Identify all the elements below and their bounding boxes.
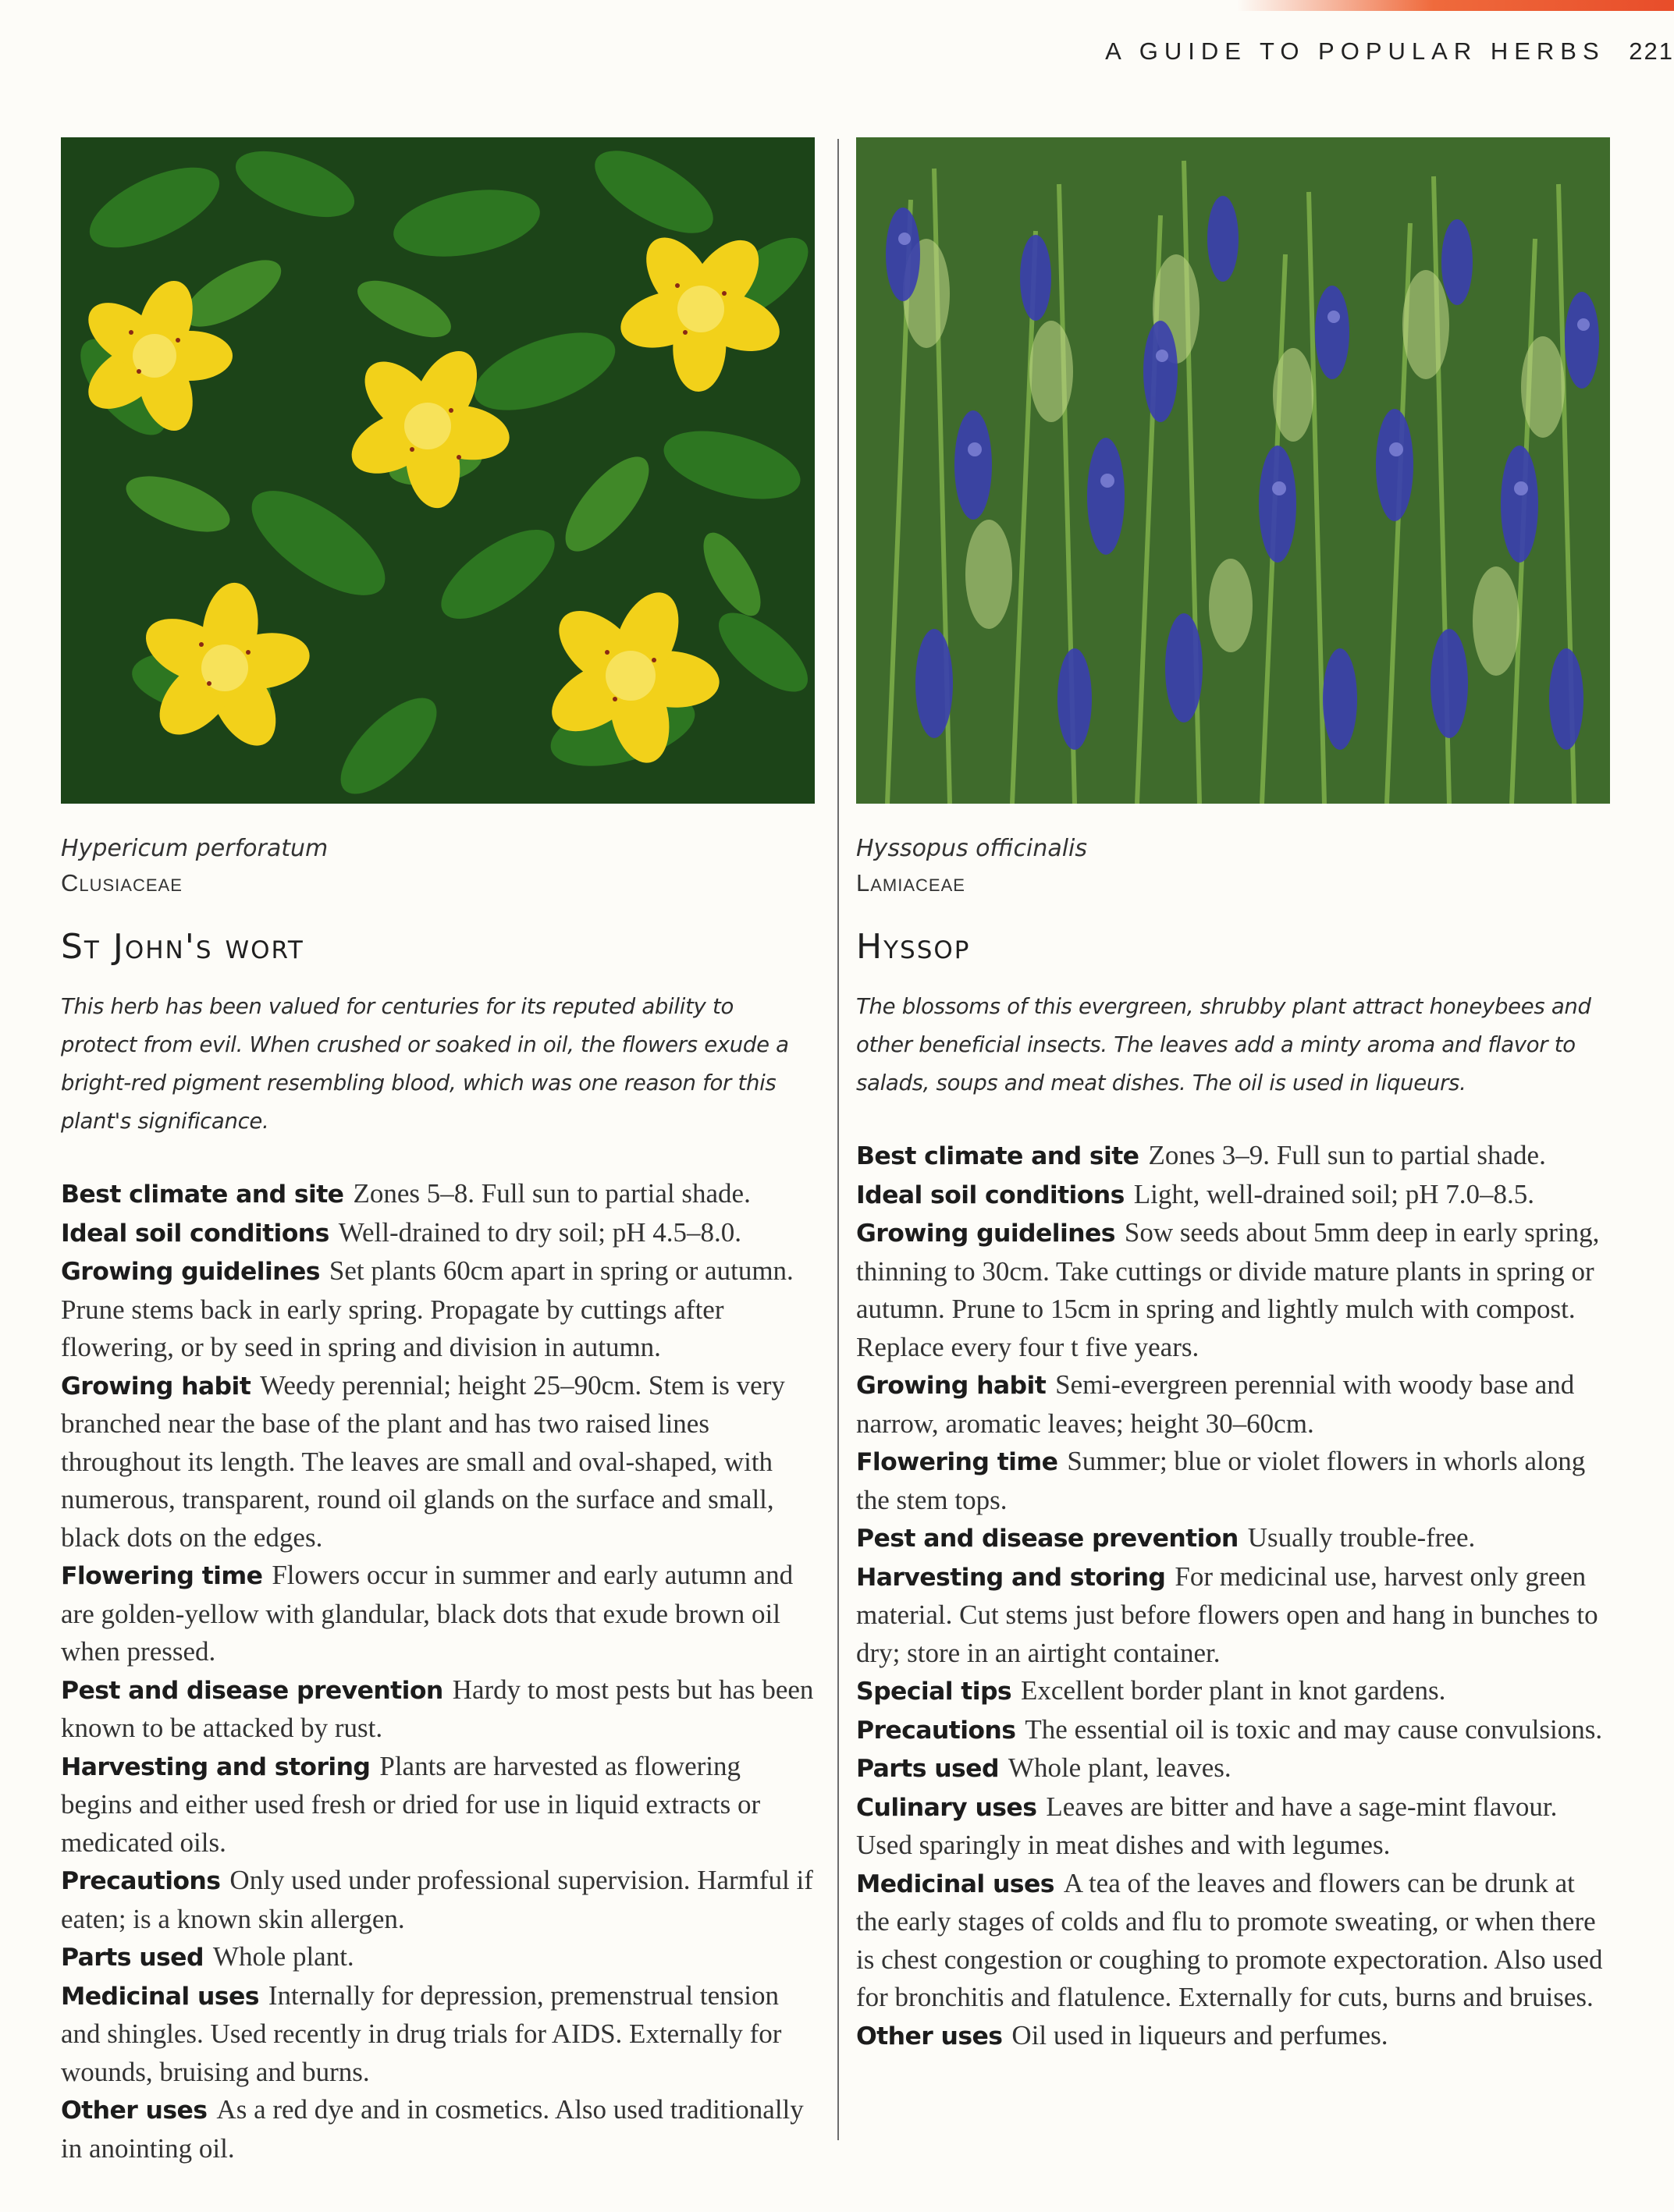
detail-text: Whole plant.	[212, 1941, 354, 1972]
detail-text: Sow seeds about 5mm deep in early spring, thinning to 30cm. Take cuttings or divide mature plants in spring or autumn. Prune to 15cm in spring and lightly mulch with compost. Replace every four t five years.	[856, 1217, 1600, 1362]
running-title: A GUIDE TO POPULAR HERBS	[1105, 37, 1605, 65]
detail-text: Weedy perennial; height 25–90cm. Stem is very branched near the base of the plant and has two raised lines throughout its length. The leaves are small and oval-shaped, with numerous, transparent, round oil glands on the surface and small, black dots on the edges.	[61, 1369, 785, 1553]
detail-text: Oil used in liqueurs and perfumes.	[1011, 2019, 1388, 2050]
detail-label: Growing habit	[856, 1372, 1047, 1400]
detail-entry	[61, 1175, 818, 1214]
detail-label: Precautions	[856, 1716, 1016, 1745]
detail-text: As a red dye and in cosmetics. Also used traditionally in anointing oil.	[61, 2094, 804, 2164]
column-divider	[837, 139, 839, 2140]
detail-label: Parts used	[61, 1944, 204, 1972]
detail-entry	[61, 1214, 818, 1253]
detail-text: Only used under professional supervision. Harmful if eaten; is a known skin allergen.	[61, 1865, 813, 1934]
detail-label: Ideal soil conditions	[61, 1219, 329, 1248]
detail-label: Medicinal uses	[61, 1982, 259, 2011]
detail-entry	[61, 1977, 818, 2092]
herb-intro: This herb has been valued for centuries for its reputed ability to protect from evil. When crushed or soaked in oil, the flowers exude a bright-red pigment resembling blood, which was one reason for this plant's significance.	[61, 994, 789, 1134]
detail-label: Other uses	[61, 2097, 208, 2125]
detail-label: Flowering time	[856, 1448, 1058, 1476]
latin-name: Hypericum perforatum	[61, 835, 329, 862]
detail-text: A tea of the leaves and flowers can be drunk at the early stages of colds and flu to promote sweating, or when there is chest congestion or coughing to promote expectoration. Also used for bronchitis and flatulence. Externally for cuts, burns and bruises.	[856, 1867, 1603, 2012]
latin-name: Hyssopus officinalis	[856, 835, 1088, 862]
herb-details	[856, 1137, 1613, 2055]
detail-entry	[61, 1367, 818, 1557]
herb-title: Hyssop	[856, 927, 971, 967]
detail-entry	[856, 1865, 1613, 2017]
detail-label: Special tips	[856, 1678, 1012, 1706]
detail-text: Summer; blue or violet flowers in whorls along the stem tops.	[856, 1446, 1586, 1515]
detail-entry	[61, 1938, 818, 1977]
detail-text: Light, well-drained soil; pH 7.0–8.5.	[1133, 1178, 1535, 1209]
detail-text: Semi-evergreen perennial with woody base and narrow, aromatic leaves; height 30–60cm.	[856, 1369, 1575, 1439]
detail-entry	[61, 2091, 818, 2168]
detail-entry	[856, 1558, 1613, 1673]
detail-text: The essential oil is toxic and may cause convulsions.	[1025, 1713, 1603, 1745]
detail-text: Set plants 60cm apart in spring or autumn. Prune stems back in early spring. Propagate by cuttings after flowering, or by seed in spring and division in autumn.	[61, 1255, 794, 1362]
detail-entry	[856, 1711, 1613, 1750]
detail-label: Growing guidelines	[856, 1220, 1115, 1248]
detail-label: Best climate and site	[61, 1181, 344, 1209]
detail-label: Medicinal uses	[856, 1869, 1054, 1898]
detail-entry	[856, 1672, 1613, 1711]
detail-entry	[856, 2017, 1613, 2056]
hyssop-photo	[856, 137, 1610, 804]
detail-text: For medicinal use, harvest only green material. Cut stems just before flowers open and hang in bunches to dry; store in an airtight container.	[856, 1560, 1598, 1668]
detail-label: Best climate and site	[856, 1142, 1139, 1170]
hyssop-image	[856, 137, 1610, 804]
page-number: 221	[1629, 37, 1674, 65]
detail-text: Well-drained to dry soil; pH 4.5–8.0.	[338, 1216, 742, 1248]
detail-label: Harvesting and storing	[856, 1563, 1166, 1592]
top-accent-bar	[1237, 0, 1674, 11]
plant-family: Lamiaceae	[856, 869, 965, 897]
st-johns-wort-photo	[61, 137, 815, 804]
detail-label: Culinary uses	[856, 1793, 1037, 1822]
detail-label: Harvesting and storing	[61, 1752, 371, 1781]
detail-text: Internally for depression, premenstrual tension and shingles. Used recently in drug trials for AIDS. Externally for wounds, bruising and burns.	[61, 1979, 782, 2087]
detail-label: Ideal soil conditions	[856, 1181, 1125, 1209]
detail-label: Parts used	[856, 1755, 999, 1783]
detail-entry	[61, 1671, 818, 1748]
running-head	[972, 37, 1674, 72]
detail-entry	[856, 1137, 1613, 1176]
detail-entry	[61, 1748, 818, 1862]
plant-family: Clusiaceae	[61, 869, 183, 897]
herb-intro: The blossoms of this evergreen, shrubby plant attract honeybees and other beneficial insects. The leaves add a minty aroma and flavor to salads, soups and meat dishes. The oil is used in liqueurs.	[856, 994, 1591, 1095]
detail-text: Flowers occur in summer and early autumn and are golden-yellow with glandular, black dots that exude brown oil when pressed.	[61, 1560, 794, 1667]
detail-text: Leaves are bitter and have a sage-mint flavour. Used sparingly in meat dishes and with legumes.	[856, 1791, 1558, 1860]
herb-column-st-johns-wort	[61, 137, 833, 2164]
detail-label: Precautions	[61, 1867, 221, 1895]
detail-entry	[856, 1788, 1613, 1865]
detail-entry	[856, 1366, 1613, 1443]
detail-label: Growing guidelines	[61, 1258, 320, 1286]
detail-text: Usually trouble-free.	[1247, 1522, 1476, 1553]
detail-entry	[856, 1176, 1613, 1215]
st-johns-wort-image	[61, 137, 815, 804]
detail-text: Plants are harvested as flowering begins and either used fresh or dried for use in liquid extracts or medicated oils.	[61, 1750, 761, 1858]
detail-text: Zones 5–8. Full sun to partial shade.	[353, 1178, 751, 1209]
herb-title: St John's wort	[61, 927, 304, 967]
detail-entry	[856, 1214, 1613, 1366]
detail-entry	[856, 1749, 1613, 1788]
detail-label: Pest and disease prevention	[61, 1676, 443, 1705]
detail-entry	[856, 1519, 1613, 1558]
detail-label: Growing habit	[61, 1372, 251, 1401]
detail-entry	[61, 1557, 818, 1671]
detail-entry	[61, 1252, 818, 1367]
detail-text: Hardy to most pests but has been known to be attacked by rust.	[61, 1674, 814, 1743]
herb-column-hyssop	[856, 137, 1629, 2135]
detail-entry	[61, 1862, 818, 1938]
detail-text: Zones 3–9. Full sun to partial shade.	[1148, 1140, 1546, 1170]
herb-details	[61, 1175, 818, 2168]
detail-label: Flowering time	[61, 1562, 263, 1590]
detail-text: Excellent border plant in knot gardens.	[1021, 1675, 1446, 1706]
detail-entry	[856, 1443, 1613, 1519]
detail-label: Pest and disease prevention	[856, 1525, 1239, 1553]
detail-text: Whole plant, leaves.	[1008, 1752, 1232, 1783]
detail-label: Other uses	[856, 2022, 1003, 2050]
